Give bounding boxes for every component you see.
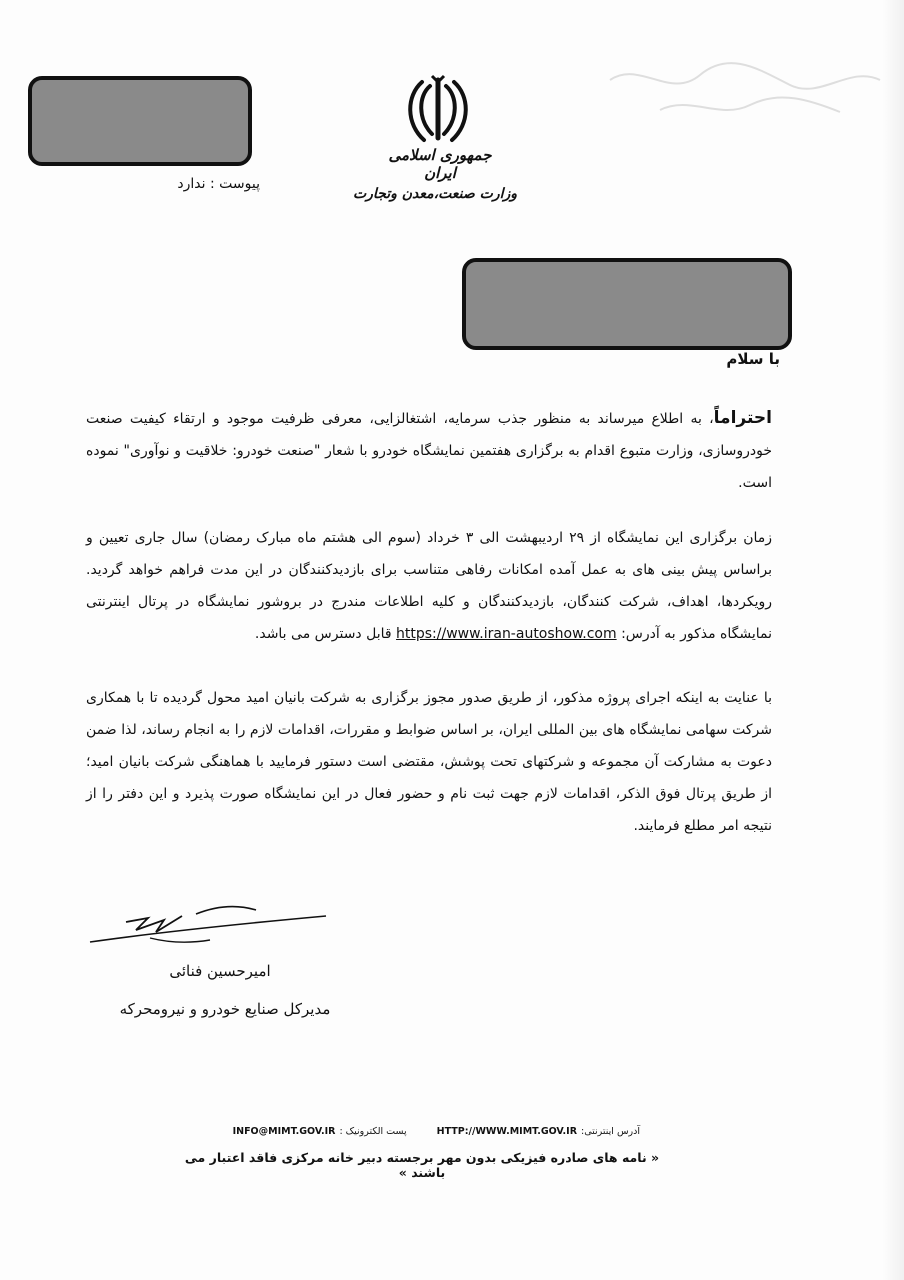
footer-email-label: پست الکترونیک : [339, 1126, 407, 1137]
autoshow-link[interactable]: https://www.iran-autoshow.com [396, 626, 617, 642]
footer-website-label: آدرس اینترنتی: [581, 1126, 640, 1137]
redaction-box-recipient [462, 258, 792, 350]
footer-validity-note: « نامه های صادره فیزیکی بدون مهر برجسته دبیر خانه مرکزی فاقد اعتبار می باشند » [184, 1150, 660, 1180]
letterhead-republic: جمهوری اسلامی ایران [388, 146, 492, 182]
footer-contact-line [220, 1126, 640, 1137]
footer-website: HTTP://WWW.MIMT.GOV.IR [436, 1126, 578, 1137]
paragraph-2-text: زمان برگزاری این نمایشگاه از ۲۹ اردیبهشت الی ۳ خرداد (سوم الی هشتم ماه مبارک رمضان) سال جاری تعیین و براساس پیش بینی های به عمل آمده امکانات رفاهی متناسب برای بازدیدکنندگان در این مدت فراهم خواهد گردید. رویکردها، اهداف، شرکت کنندگان، بازدیدکنندگان و کلیه اطلاعات مندرج در بروشور نمایشگاه در پرتال اینترنتی نمایشگاه مذکور به آدرس: [86, 530, 772, 642]
faint-handwriting-mark [600, 40, 890, 130]
redaction-box-top-left [28, 76, 252, 166]
signatory-name: امیرحسین فنائی [169, 962, 271, 980]
scan-edge-shadow [882, 0, 904, 1280]
iran-emblem-icon [400, 72, 476, 148]
handwritten-signature [86, 898, 346, 954]
attachment-field: پیوست : ندارد [177, 176, 260, 192]
greeting: با سلام [726, 350, 780, 368]
paragraph-1 [86, 402, 772, 499]
paragraph-1-text: ، به اطلاع میرساند به منظور جذب سرمایه، اشتغالزایی، معرفی ظرفیت موجود و ارتقاء کیفیت صنعت خودروسازی، وزارت متبوع اقدام به برگزاری هفتمین نمایشگاه خودرو با شعار "صنعت خودرو: خلاقیت و نوآوری" نموده است. [86, 411, 772, 491]
paragraph-1-lead: احتراماً [713, 408, 772, 428]
signatory-title: مدیرکل صنایع خودرو و نیرومحرکه [119, 1000, 331, 1018]
footer-email: INFO@MIMT.GOV.IR [232, 1126, 336, 1137]
paragraph-2-tail: قابل دسترس می باشد. [254, 626, 397, 642]
paragraph-2 [86, 522, 772, 650]
letterhead-ministry: وزارت صنعت،معدن وتجارت [352, 186, 517, 202]
paragraph-3: با عنایت به اینکه اجرای پروژه مذکور، از طریق صدور مجوز برگزاری به شرکت بانیان امید محول گردیده تا با همکاری شرکت سهامی نمایشگاه های بین المللی ایران، بر اساس ضوابط و مقررات، اقدامات لازم را به انجام رساند، لذا ضمن دعوت به مشارکت آن مجموعه و شرکتهای تحت پوشش، مقتضی است دستور فرمایید با هماهنگی شرکت بانیان امید؛ از طریق پرتال فوق الذکر، اقدامات لازم جهت ثبت نام و حضور فعال در این نمایشگاه صورت پذیرد و این دفتر را از نتیجه امر مطلع فرمایند. [86, 690, 772, 834]
